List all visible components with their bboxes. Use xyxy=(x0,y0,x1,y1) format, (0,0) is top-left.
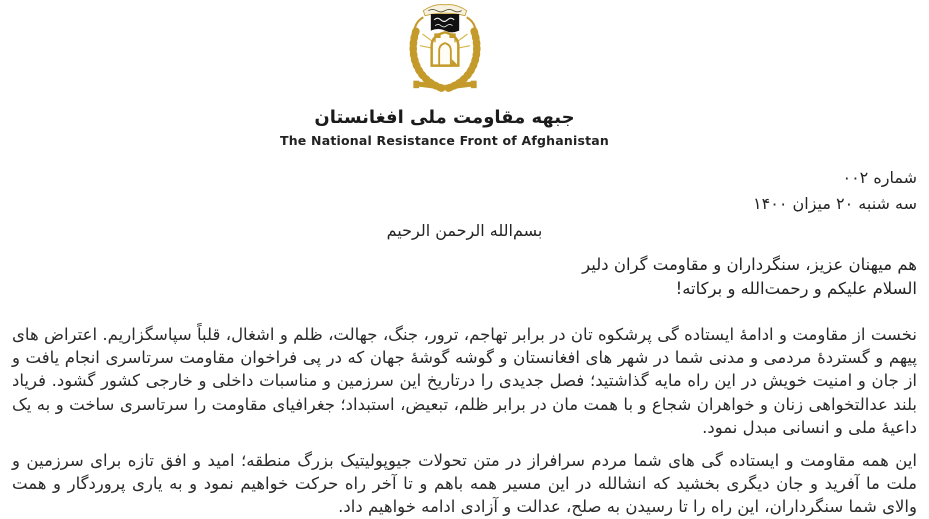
salutation-line: السلام علیکم و رحمت‌الله و برکاته! xyxy=(675,279,917,298)
salutation xyxy=(12,253,917,301)
org-name-farsi: جبهه مقاومت ملی افغانستان xyxy=(314,107,575,128)
basmala: بسم‌الله الرحمن الرحیم xyxy=(386,221,543,240)
paragraph-gratitude: نخست از مقاومت و ادامهٔ ایستاده گی پرشکوه تان در برابر تهاجم، ترور، جنگ، جهالت، ظلم و اشغال، قلباً سپاسگزاریم. اعتراض های پیهم و گستردهٔ مردمی و مدنی شما در شهر های افغانستان و گوشه گوشهٔ جهان که در پی فراخوان مقاومت سرتاسری انجام یافت و از جان و امنیت خویش در این راه مایه گذاشتید؛ فصل جدیدی را درتاریخ این سرزمین و مناسبات داخلی و خارجی کشور گشود. فریاد بلند عدالتخواهی زنان و خواهران شجاع و با همت مان در برابر ظلم، تبعیض، استبداد؛ جغرافیای مقاومت را سرتاسری ساخت و به یک داعیهٔ ملی و انسانی مبدل نمود. xyxy=(12,325,917,437)
org-name-english: The National Resistance Front of Afghanistan xyxy=(279,133,609,148)
letterhead xyxy=(0,2,897,148)
salutation-line: هم میهنان عزیز، سنگرداران و مقاومت گران دلیر xyxy=(582,255,917,274)
paragraph-hope: این همه مقاومت و ایستاده گی های شما مردم سرافراز در متن تحولات جیوپولیتیک بزرگ منطقه؛ امید و افق تازه برای سرزمین و ملت ما آفرید و جان دیگری بخشید که انشالله در این مسیر همه باهم و تا آخر راه حرکت خواهیم نمود و به یاری پروردگار و همت والای شما سنگرداران، این راه را تا رسیدن به صلح، عدالت و آزادی ادامه خواهیم داد. xyxy=(12,451,917,517)
letter-meta xyxy=(12,165,917,217)
nrf-emblem-icon xyxy=(395,2,495,96)
serial-number: شماره ۰۰۲ xyxy=(842,168,917,187)
letter-date: سه شنبه ۲۰ میزان ۱۴۰۰ xyxy=(753,194,917,213)
